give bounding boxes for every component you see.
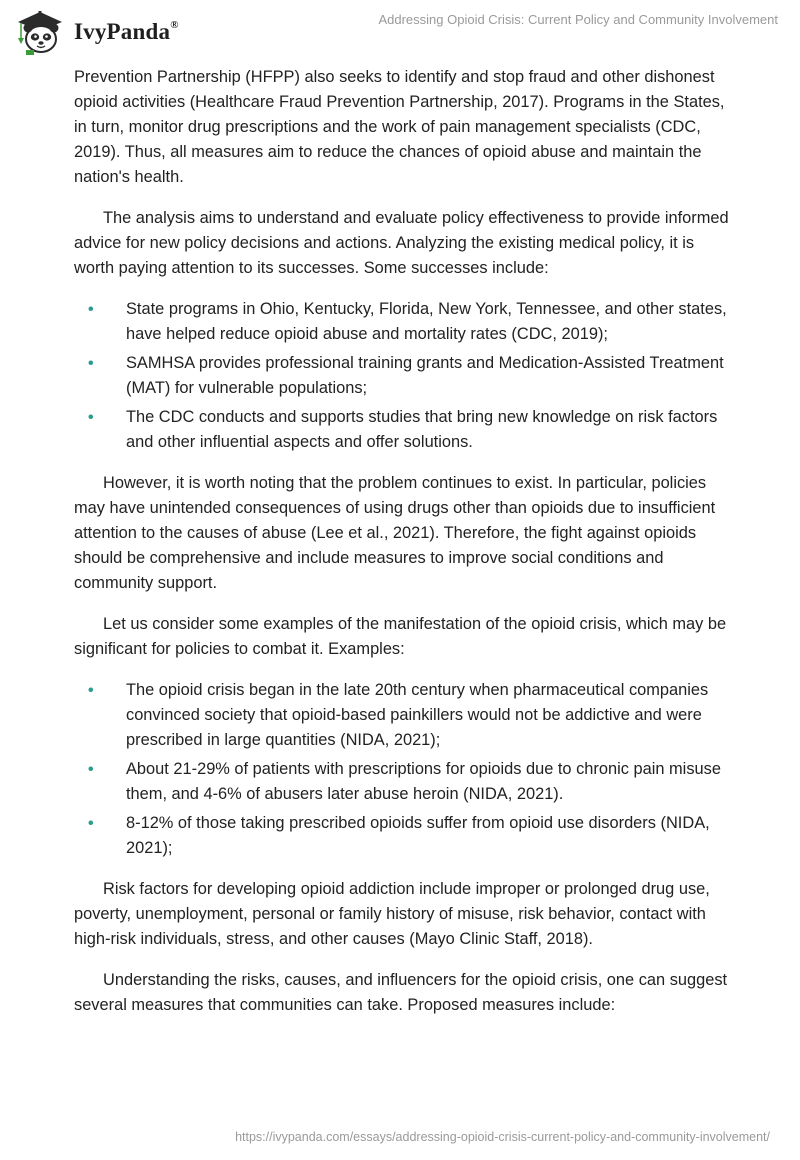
bullet-icon: • xyxy=(88,682,94,699)
paragraph: Risk factors for developing opioid addiction include improper or prolonged drug use, poverty, unemployment, personal or family history of misuse, risk behavior, contact with high-risk individuals, stress, and other causes (Mayo Clinic Staff, 2018). xyxy=(74,880,710,948)
paragraph: However, it is worth noting that the problem continues to exist. In particular, policies may have unintended consequences of using drugs other than opioids due to insufficient attention to the causes of abuse (Lee et al., 2021). Therefore, the fight against opioids should be comprehensive and include measures to improve social conditions and community support. xyxy=(74,474,716,592)
paragraph: Understanding the risks, causes, and influencers for the opioid crisis, one can suggest several measures that communities can take. Proposed measures include: xyxy=(74,971,728,1014)
list-item: • SAMHSA provides professional training grants and Medication-Assisted Treatment (MAT) for vulnerable populations; xyxy=(74,351,734,401)
examples-list xyxy=(74,678,734,861)
registered-mark: ® xyxy=(170,19,179,32)
paragraph: The analysis aims to understand and evaluate policy effectiveness to provide informed advice for new policy decisions and actions. Analyzing the existing medical policy, it is worth paying attention to its successes. Some successes include: xyxy=(74,209,729,277)
bullet-icon: • xyxy=(88,761,94,778)
list-item: • 8-12% of those taking prescribed opioids suffer from opioid use disorders (NIDA, 2021); xyxy=(74,811,734,861)
list-item: • About 21-29% of patients with prescriptions for opioids due to chronic pain misuse them, and 4-6% of abusers later abuse heroin (NIDA, 2021). xyxy=(74,757,734,807)
bullet-icon: • xyxy=(88,409,94,426)
logo-text: IvyPanda® xyxy=(74,19,179,44)
essay-body xyxy=(74,65,734,1034)
paragraph: Prevention Partnership (HFPP) also seeks to identify and stop fraud and other dishonest opioid activities (Healthcare Fraud Prevention Partnership, 2017). Programs in the States, in turn, monitor drug prescriptions and the work of pain management specialists (CDC, 2019). Thus, all measures aim to reduce the chances of opioid abuse and maintain the nation's health. xyxy=(74,68,725,186)
list-item: • State programs in Ohio, Kentucky, Florida, New York, Tennessee, and other states, have helped reduce opioid abuse and mortality rates (CDC, 2019); xyxy=(74,297,734,347)
source-url-link[interactable]: https://ivypanda.com/essays/addressing-opioid-crisis-current-policy-and-community-involvement/ xyxy=(235,1130,770,1144)
page-header xyxy=(0,0,800,64)
document-title: Addressing Opioid Crisis: Current Policy and Community Involvement xyxy=(378,12,778,27)
bullet-icon: • xyxy=(88,301,94,318)
logo[interactable] xyxy=(12,8,179,56)
panda-logo-icon xyxy=(12,8,68,56)
paragraph: Let us consider some examples of the manifestation of the opioid crisis, which may be significant for policies to combat it. Examples: xyxy=(74,615,727,658)
successes-list xyxy=(74,297,734,455)
list-item: • The CDC conducts and supports studies that bring new knowledge on risk factors and other influential aspects and offer solutions. xyxy=(74,405,734,455)
bullet-icon: • xyxy=(88,355,94,372)
list-item: • The opioid crisis began in the late 20th century when pharmaceutical companies convinced society that opioid-based painkillers would not be addictive and were prescribed in large quantities (NIDA, 2021); xyxy=(74,678,734,753)
bullet-icon: • xyxy=(88,815,94,832)
